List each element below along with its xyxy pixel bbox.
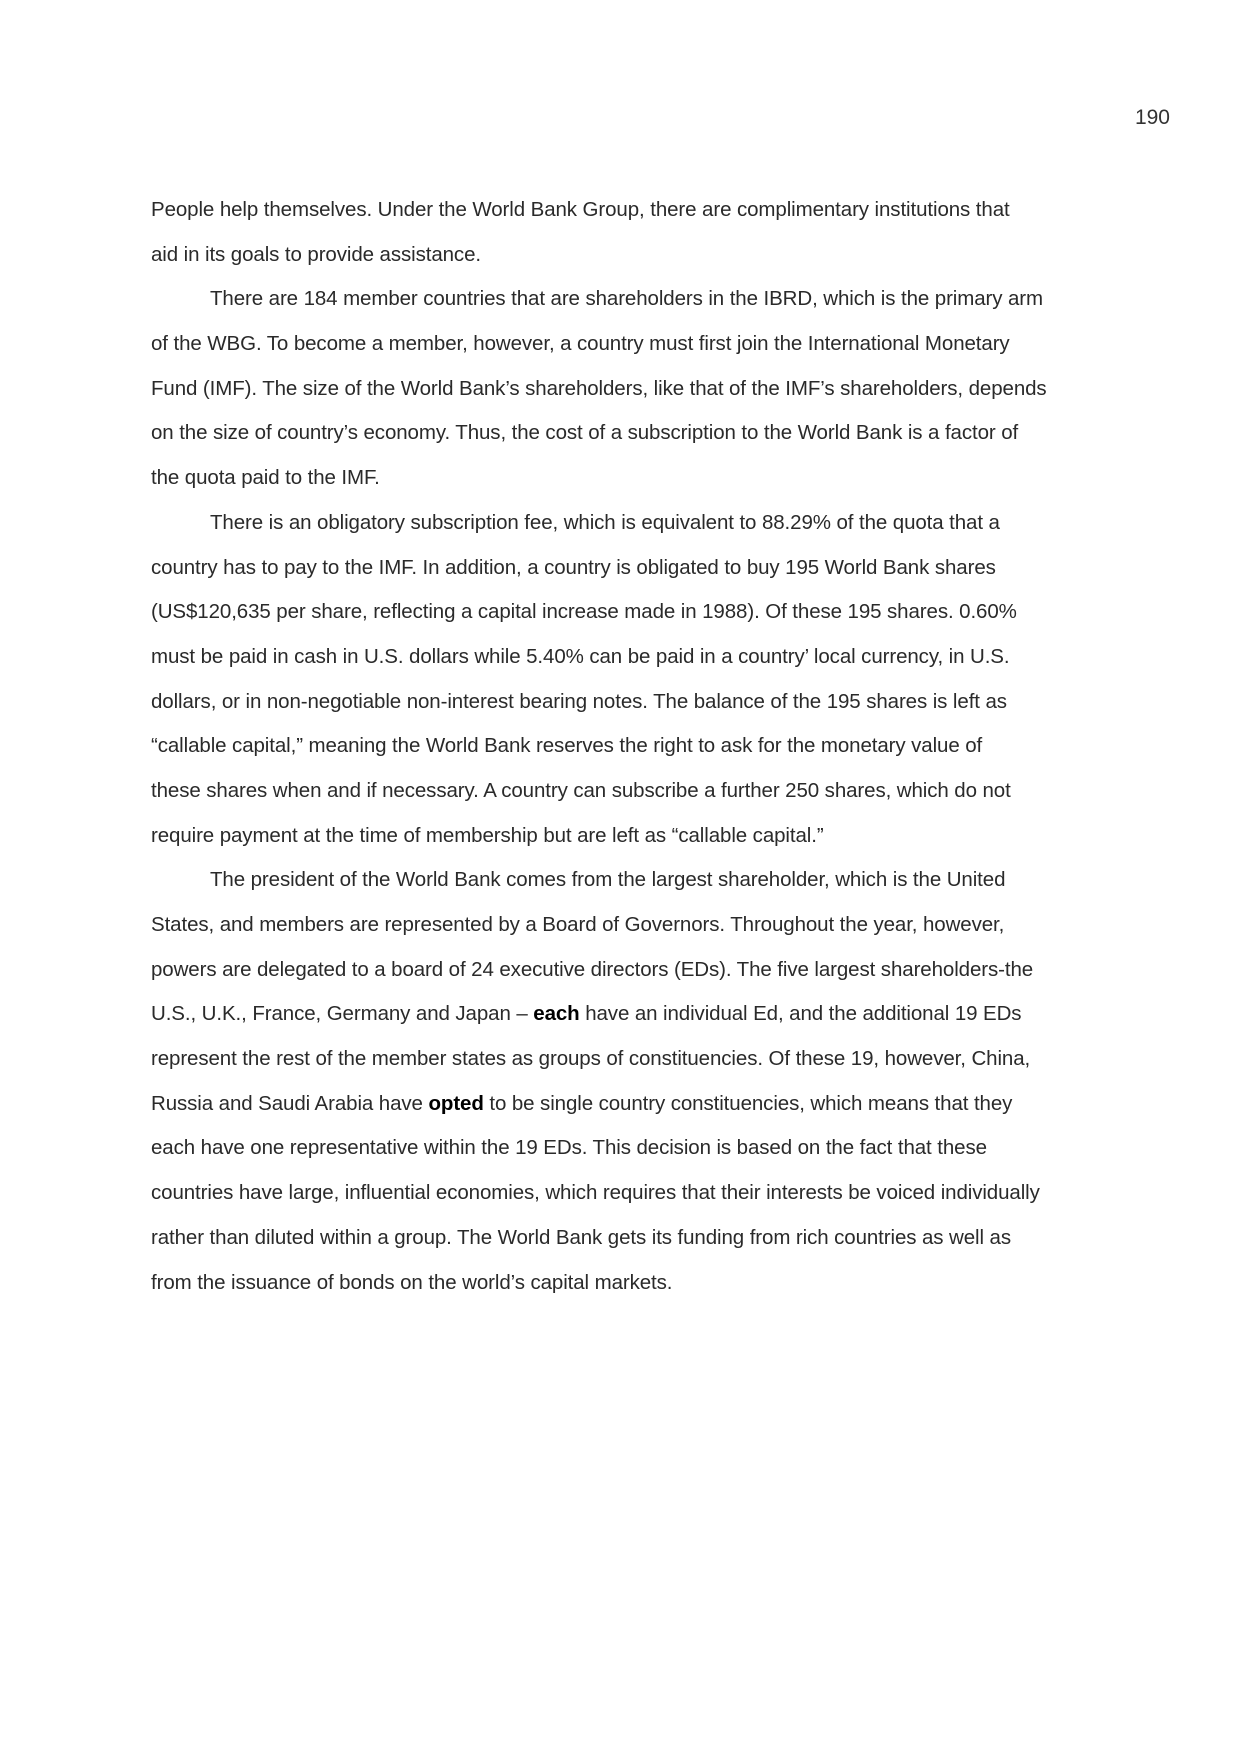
text-line: from the issuance of bonds on the world’s capital markets. <box>151 1270 673 1294</box>
paragraph-start: There is an obligatory subscription fee, which is equivalent to 88.29% of the quota that a <box>210 510 1000 534</box>
text-line: States, and members are represented by a Board of Governors. Throughout the year, however, <box>151 913 1005 936</box>
text-line: People help themselves. Under the World Bank Group, there are complimentary institutions that <box>151 198 1010 221</box>
text-line: each have one representative within the 19 EDs. This decision is based on the fact that these <box>151 1136 987 1160</box>
text-segment: U.S., U.K., France, Germany and Japan – <box>151 1002 534 1026</box>
text-line <box>151 996 1181 1041</box>
text-line: “callable capital,” meaning the World Bank reserves the right to ask for the monetary value of <box>151 734 983 758</box>
page-number: 190 <box>1134 106 1170 129</box>
text-line: rather than diluted within a group. The World Bank gets its funding from rich countries as well as <box>151 1225 1011 1249</box>
text-line: dollars, or in non-negotiable non-interest bearing notes. The balance of the 195 shares is left as <box>151 689 1007 713</box>
paragraph-start: There are 184 member countries that are shareholders in the IBRD, which is the primary arm <box>210 287 1044 311</box>
text-line: must be paid in cash in U.S. dollars while 5.40% can be paid in a country’ local currency, in U.S. <box>151 644 1010 668</box>
text-line: require payment at the time of membership but are left as “callable capital.” <box>151 823 824 847</box>
text-line: country has to pay to the IMF. In addition, a country is obligated to buy 195 World Bank shares <box>151 555 996 579</box>
text-line: represent the rest of the member states as groups of constituencies. Of these 19, however, China, <box>151 1047 1031 1071</box>
text-line: aid in its goals to provide assistance. <box>151 242 481 266</box>
text-line: (US$120,635 per share, reflecting a capital increase made in 1988). Of these 195 shares. 0.60% <box>151 600 1017 624</box>
body-text <box>151 192 1181 1309</box>
text-segment: to be single country constituencies, which means that they <box>483 1091 1013 1115</box>
text-line: powers are delegated to a board of 24 executive directors (EDs). The five largest shareholders-the <box>151 957 1034 981</box>
text-line <box>151 1086 1181 1131</box>
paragraph-start: The president of the World Bank comes from the largest shareholder, which is the United <box>210 868 1006 892</box>
text-line: the quota paid to the IMF. <box>151 466 380 490</box>
text-segment: have an individual Ed, and the additional 19 EDs <box>579 1002 1022 1026</box>
text-line: on the size of country’s economy. Thus, the cost of a subscription to the World Bank is a factor of <box>151 421 1019 445</box>
bold-word: opted <box>428 1091 484 1115</box>
text-line: of the WBG. To become a member, however, a country must first join the International Monetary <box>151 332 1010 356</box>
text-segment: Russia and Saudi Arabia have <box>151 1091 429 1115</box>
text-line: Fund (IMF). The size of the World Bank’s shareholders, like that of the IMF’s shareholders, depends <box>151 376 1047 400</box>
text-line: these shares when and if necessary. A country can subscribe a further 250 shares, which do not <box>151 778 1011 802</box>
bold-word: each <box>533 1002 580 1026</box>
text-line: countries have large, influential economies, which requires that their interests be voiced individually <box>151 1181 1040 1205</box>
